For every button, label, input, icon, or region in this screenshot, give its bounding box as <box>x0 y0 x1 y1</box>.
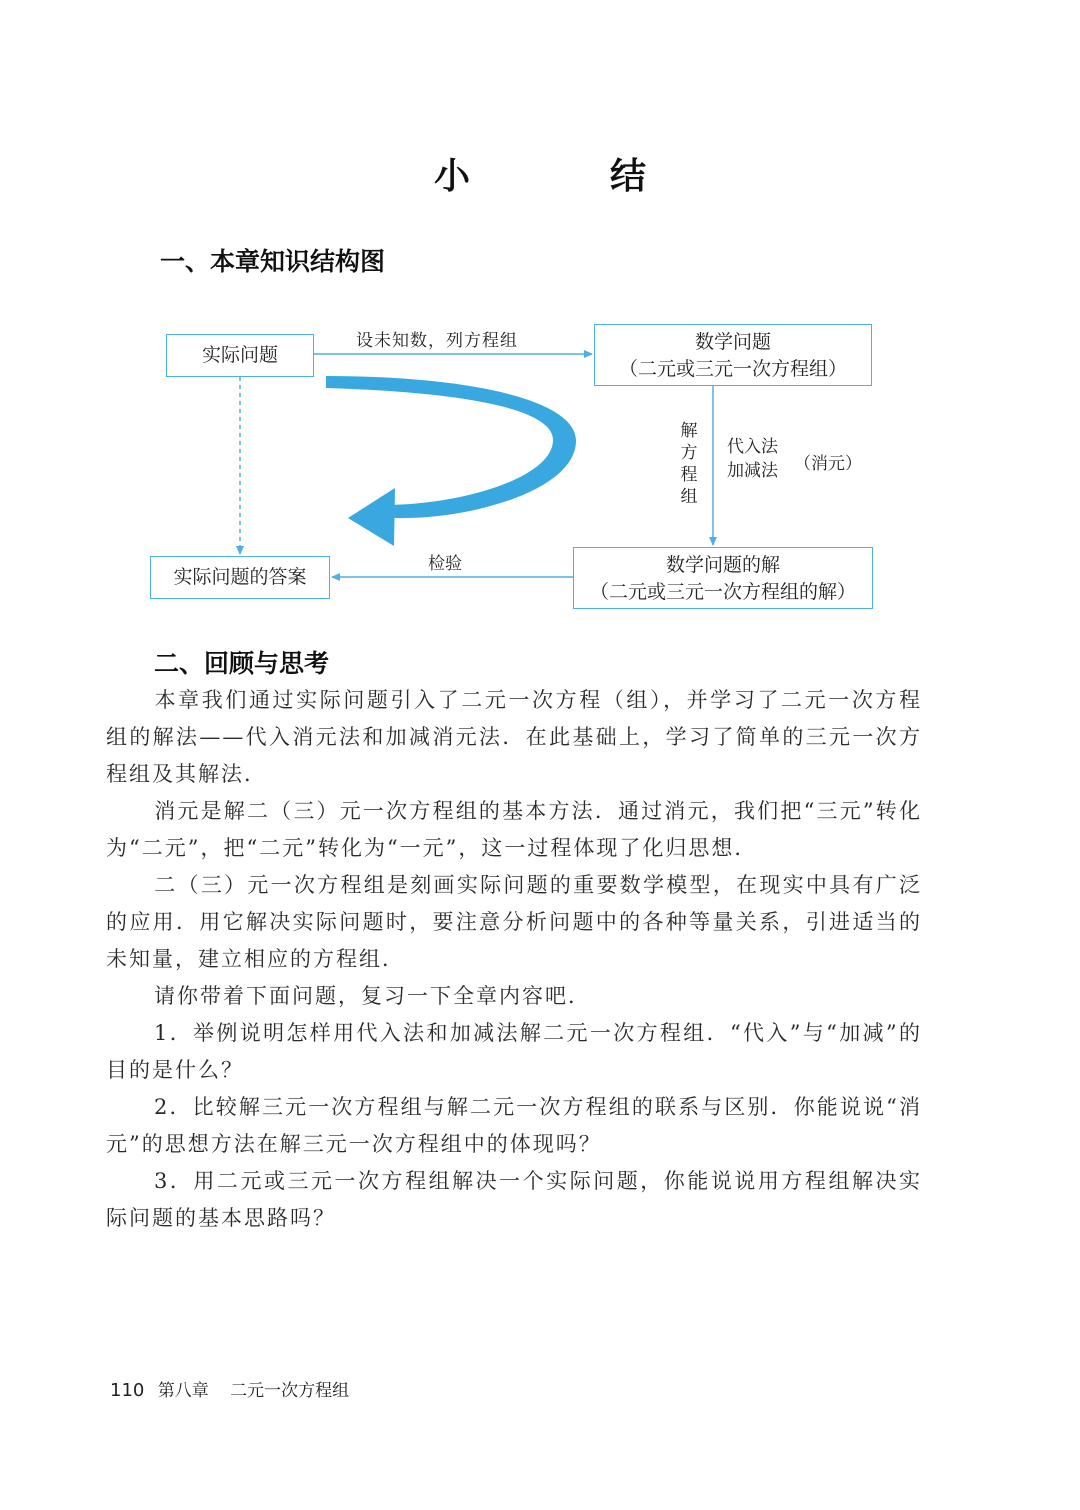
math-solution-text: 数学问题的解 <box>665 554 780 576</box>
math-solution-subtext: （二元或三元一次方程组的解） <box>589 581 856 603</box>
box-math-solution <box>573 547 873 609</box>
label-methods <box>727 435 778 483</box>
real-answer-text: 实际问题的答案 <box>173 566 307 588</box>
curved-arrow-head <box>348 488 395 546</box>
label-elimination: （消元） <box>794 454 862 474</box>
page-number: 110 <box>110 1380 145 1401</box>
paragraph-4-text: 请你带着下面问题，复习一下全章内容吧． <box>154 984 591 1008</box>
paragraph-3-text: 二（三）元一次方程组是刻画实际问题的重要数学模型，在现实中具有广泛的应用．用它解决实际问题时，要注意分析问题中的各种等量关系，引进适当的未知量，建立相应的方程组． <box>106 873 922 971</box>
math-problem-text: 数学问题 <box>694 331 771 353</box>
label-substitution: 代入法 <box>727 437 778 457</box>
question-2 <box>106 1089 922 1163</box>
paragraph-1 <box>106 682 922 793</box>
footer-chapter: 第八章 <box>157 1381 209 1401</box>
question-1-text: 1．举例说明怎样用代入法和加减法解二元一次方程组．“代入”与“加减”的目的是什么？ <box>106 1021 922 1082</box>
section-heading-review: 二、回顾与思考 <box>154 649 330 678</box>
real-problem-text: 实际问题 <box>201 344 278 366</box>
label-solve: 解方程组 <box>680 421 698 507</box>
question-1 <box>106 1015 922 1089</box>
label-addsub: 加减法 <box>727 461 778 481</box>
box-real-answer <box>150 556 330 599</box>
box-math-problem <box>594 324 872 386</box>
page-footer <box>110 1376 349 1401</box>
label-check: 检验 <box>428 554 462 574</box>
math-problem-subtext: （二元或三元一次方程组） <box>618 358 847 380</box>
question-3-text: 3．用二元或三元一次方程组解决一个实际问题，你能说说用方程组解决实际问题的基本思路吗？ <box>106 1169 922 1230</box>
curved-arrow <box>326 376 576 518</box>
paragraph-2-text: 消元是解二（三）元一次方程组的基本方法．通过消元，我们把“三元”转化为“二元”，把“二元”转化为“一元”，这一过程体现了化归思想． <box>106 799 922 860</box>
paragraph-1-text: 本章我们通过实际问题引入了二元一次方程（组），并学习了二元一次方程组的解法——代入消元法和加减消元法．在此基础上，学习了简单的三元一次方程组及其解法． <box>106 688 922 786</box>
paragraph-4 <box>106 978 922 1015</box>
paragraph-2 <box>106 793 922 867</box>
label-setup: 设未知数，列方程组 <box>356 331 518 351</box>
paragraph-3 <box>106 867 922 978</box>
question-2-text: 2．比较解三元一次方程组与解二元一次方程组的联系与区别．你能说说“消元”的思想方法在解三元一次方程组中的体现吗？ <box>106 1095 922 1156</box>
box-real-problem <box>166 334 314 377</box>
footer-chapter-title: 二元一次方程组 <box>230 1381 350 1401</box>
question-3 <box>106 1163 922 1237</box>
page-title: 小 结 <box>433 155 698 197</box>
section-heading-structure: 一、本章知识结构图 <box>160 247 386 276</box>
